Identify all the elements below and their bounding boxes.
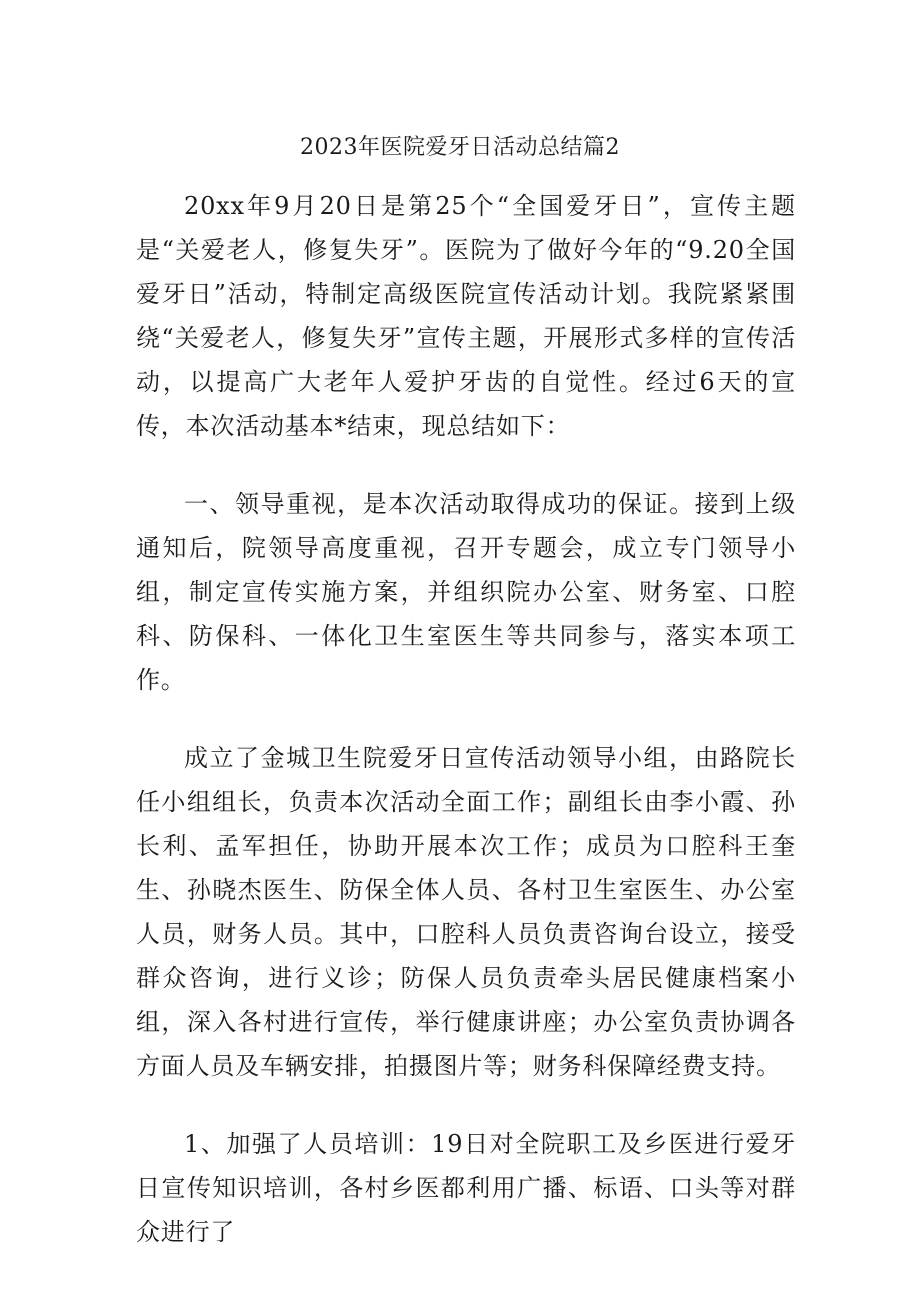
paragraph-training: 1、加强了人员培训：19日对全院职工及乡医进行爱牙日宣传知识培训，各村乡医都利用广播、标语、口头等对群众进行了 <box>136 1130 796 1246</box>
document-body <box>136 184 796 1254</box>
paragraph-intro: 20xx年9月20日是第25个“全国爱牙日”，宣传主题是“关爱老人，修复失牙”。医院为了做好今年的“9.20全国爱牙日”活动，特制定高级医院宣传活动计划。我院紧紧围绕“关爱老人，修复失牙”宣传主题，开展形式多样的宣传活动，以提高广大老年人爱护牙齿的自觉性。经过6天的宣传，本次活动基本*结束，现总结如下： <box>136 192 796 440</box>
document-title: 2023年医院爱牙日活动总结篇2 <box>300 135 620 160</box>
paragraph-team: 成立了金城卫生院爱牙日宣传活动领导小组，由路院长任小组组长，负责本次活动全面工作；副组长由李小霞、孙长利、孟军担任，协助开展本次工作；成员为口腔科王奎生、孙晓杰医生、防保全体人员、各村卫生室医生、办公室人员，财务人员。其中，口腔科人员负责咨询台设立，接受群众咨询，进行义诊；防保人员负责牵头居民健康档案小组，深入各村进行宣传，举行健康讲座；办公室负责协调各方面人员及车辆安排，拍摄图片等；财务科保障经费支持。 <box>136 744 796 1080</box>
paragraph-leadership: 一、领导重视，是本次活动取得成功的保证。接到上级通知后，院领导高度重视，召开专题会，成立专门领导小组，制定宣传实施方案，并组织院办公室、财务室、口腔科、防保科、一体化卫生室医生等共同参与，落实本项工作。 <box>136 490 796 694</box>
